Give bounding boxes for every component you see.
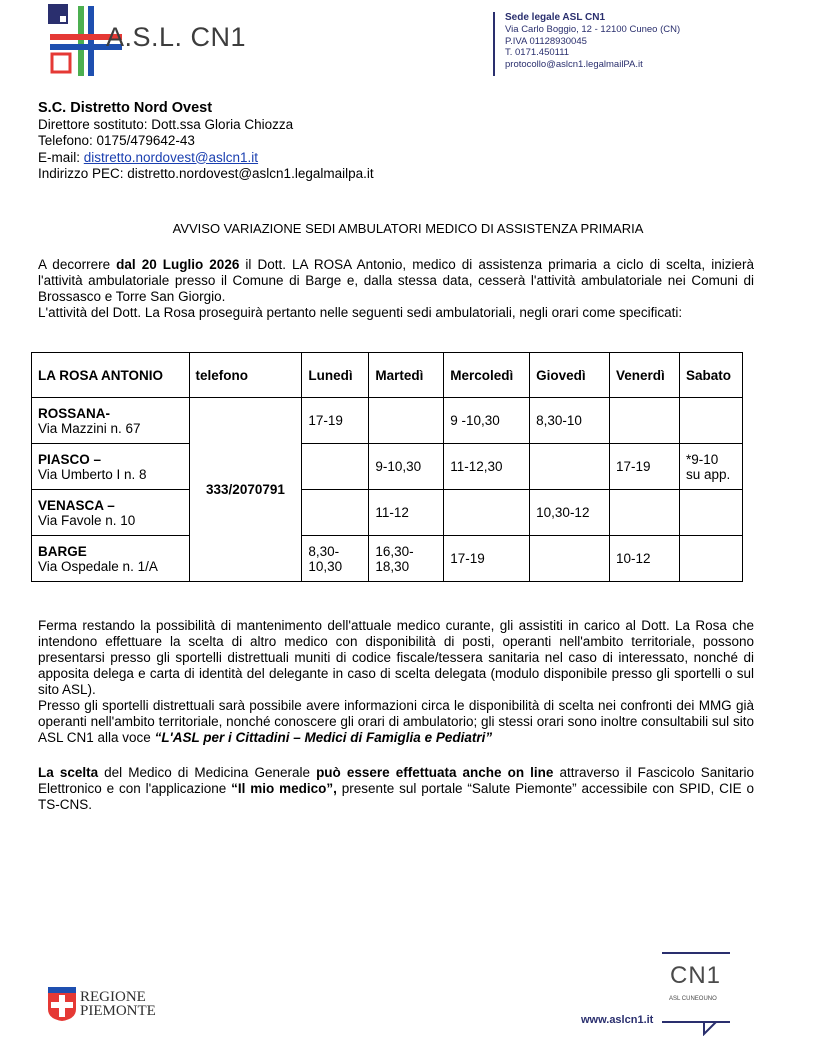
schedule-cell bbox=[530, 536, 610, 582]
location-cell bbox=[32, 490, 190, 536]
location-name: PIASCO – bbox=[38, 451, 102, 467]
schedule-cell bbox=[610, 398, 680, 444]
location-address: Via Favole n. 10 bbox=[38, 512, 136, 528]
column-header: telefono bbox=[189, 353, 302, 398]
location-name: ROSSANA- bbox=[38, 405, 111, 421]
start-date: dal 20 Luglio 2026 bbox=[116, 257, 240, 272]
column-header: Martedì bbox=[369, 353, 444, 398]
schedule-cell bbox=[369, 398, 444, 444]
cn1-logo bbox=[660, 950, 732, 1036]
legal-line: P.IVA 01128930045 bbox=[505, 35, 587, 47]
table-row bbox=[32, 398, 743, 444]
column-header: LA ROSA ANTONIO bbox=[32, 353, 190, 398]
body-paragraph bbox=[38, 618, 754, 746]
schedule-cell bbox=[679, 490, 742, 536]
schedule-cell: 10-12 bbox=[610, 536, 680, 582]
schedule-cell bbox=[444, 490, 530, 536]
schedule-cell: 8,30-10 bbox=[530, 398, 610, 444]
location-name: BARGE bbox=[38, 543, 87, 559]
table-row bbox=[32, 536, 743, 582]
email-link[interactable]: distretto.nordovest@aslcn1.it bbox=[83, 149, 259, 165]
phone: Telefono: 0175/479642-43 bbox=[38, 133, 195, 148]
column-header: Mercoledì bbox=[444, 353, 530, 398]
schedule-cell: 17-19 bbox=[444, 536, 530, 582]
intro-text: A decorrere bbox=[38, 257, 117, 272]
schedule-cell: 11-12,30 bbox=[444, 444, 530, 490]
location-cell bbox=[32, 536, 190, 582]
body-text-part: Presso gli sportelli distrettuali sarà possibile avere informazioni circa le disponibilità di scelta nei confronti dei MMG già operanti nell'ambito territoriale, nonché conoscere gli orari di ambulatorio; gli stessi orari sono inoltre consultabili sul sito ASL CN1 alla voce bbox=[38, 698, 754, 745]
schedule-cell bbox=[679, 398, 742, 444]
schedule-cell bbox=[302, 490, 369, 536]
schedule-cell: 11-12 bbox=[369, 490, 444, 536]
schedule-cell: 9-10,30 bbox=[369, 444, 444, 490]
email-line bbox=[38, 150, 374, 167]
legal-line: Via Carlo Boggio, 12 - 12100 Cuneo (CN) bbox=[505, 24, 681, 35]
schedule-cell: 10,30-12 bbox=[530, 490, 610, 536]
regione-piemonte-logo bbox=[48, 987, 156, 1026]
intro-text: il Dott. LA ROSA Antonio, medico di assistenza primaria a ciclo di scelta, inizierà l'attività ambulatoriale presso il Comune di Barge e, dalla stessa data, cesserà l'attività ambulatoriale nei Comuni di Brossasco e Torre San Giorgio. bbox=[38, 257, 755, 304]
cn1-text: CN1 bbox=[670, 962, 722, 989]
body-text-2 bbox=[38, 698, 754, 746]
text: attraverso il Fascicolo Sanitario Elettronico e con l'applicazione bbox=[38, 765, 754, 796]
director: Direttore sostituto: Dott.ssa Gloria Chiozza bbox=[38, 116, 294, 132]
bold-text: può essere effettuata anche on line bbox=[316, 765, 554, 780]
legal-line: protocollo@aslcn1.legalmailPA.it bbox=[505, 58, 643, 70]
bold-text: “Il mio medico”, bbox=[231, 781, 337, 796]
website-section-reference: “L'ASL per i Cittadini – Medici di Famiglia e Pediatri” bbox=[154, 730, 493, 745]
schedule-cell bbox=[302, 444, 369, 490]
body-text: Ferma restando la possibilità di mantenimento dell'attuale medico curante, gli assistiti in carico al Dott. La Rosa che intendono effettuare la scelta di altro medico con disponibilità di posti, operanti nell'ambito territoriale, possono presentarsi presso gli sportelli distrettuali muniti di codice fiscale/tessera sanitaria nel caso di interessato, nonché di apposita delega e carta di identità del delegante in caso di scelta delegata (modulo disponibile presso gli sportelli o sul sito ASL). bbox=[38, 618, 754, 697]
location-cell bbox=[32, 444, 190, 490]
bold-text: La scelta bbox=[38, 765, 99, 780]
text: presente sul portale “Salute Piemonte” accessibile con SPID, CIE o TS-CNS. bbox=[38, 781, 754, 812]
website-url: www.aslcn1.it bbox=[581, 1014, 654, 1026]
column-header: Venerdì bbox=[610, 353, 680, 398]
column-header: Sabato bbox=[679, 353, 742, 398]
table-header-row bbox=[32, 353, 743, 398]
email-label: E-mail: bbox=[38, 149, 84, 165]
location-address: Via Umberto I n. 8 bbox=[38, 466, 147, 482]
regione-line: PIEMONTE bbox=[80, 1003, 156, 1019]
schedule-cell bbox=[530, 444, 610, 490]
cn1-subtext: ASL CUNEOUNO bbox=[669, 996, 717, 1002]
department-name: S.C. Distretto Nord Ovest bbox=[38, 100, 213, 116]
location-address: Via Ospedale n. 1/A bbox=[38, 558, 158, 574]
text: del Medico di Medicina Generale bbox=[98, 765, 317, 780]
regione-shield-icon bbox=[48, 987, 76, 1021]
legal-title: Sede legale ASL CN1 bbox=[505, 12, 606, 23]
location-cell bbox=[32, 398, 190, 444]
schedule-cell bbox=[679, 536, 742, 582]
intro-paragraph bbox=[38, 257, 754, 321]
online-choice-paragraph bbox=[38, 765, 754, 813]
column-header: Lunedì bbox=[302, 353, 369, 398]
schedule-table bbox=[31, 352, 743, 582]
schedule-cell: *9-10 su app. bbox=[679, 444, 742, 490]
legal-line: T. 0171.450111 bbox=[505, 47, 570, 59]
regione-name bbox=[80, 990, 156, 1018]
schedule-cell: 9 -10,30 bbox=[444, 398, 530, 444]
column-header: Giovedì bbox=[530, 353, 610, 398]
schedule-cell bbox=[610, 490, 680, 536]
department-block bbox=[38, 100, 374, 183]
intro-text-2: L'attività del Dott. La Rosa proseguirà pertanto nelle seguenti sedi ambulatoriali, negli orari come specificati: bbox=[38, 305, 683, 320]
pec-line: Indirizzo PEC: distretto.nordovest@aslcn1.legalmailpa.it bbox=[38, 166, 374, 181]
logo-text: A.S.L. CN1 bbox=[106, 22, 247, 52]
phone-cell: 333/2070791 bbox=[189, 398, 302, 582]
legal-address-block bbox=[493, 12, 680, 76]
table-row bbox=[32, 490, 743, 536]
schedule-cell: 17-19 bbox=[302, 398, 369, 444]
schedule-cell: 16,30-18,30 bbox=[369, 536, 444, 582]
regione-line: REGIONE bbox=[80, 989, 146, 1005]
location-name: VENASCA – bbox=[38, 497, 115, 513]
table-row bbox=[32, 444, 743, 490]
schedule-cell: 8,30-10,30 bbox=[302, 536, 369, 582]
location-address: Via Mazzini n. 67 bbox=[38, 420, 141, 436]
schedule-cell: 17-19 bbox=[610, 444, 680, 490]
notice-title: AVVISO VARIAZIONE SEDI AMBULATORI MEDICO DI ASSISTENZA PRIMARIA bbox=[172, 221, 644, 236]
